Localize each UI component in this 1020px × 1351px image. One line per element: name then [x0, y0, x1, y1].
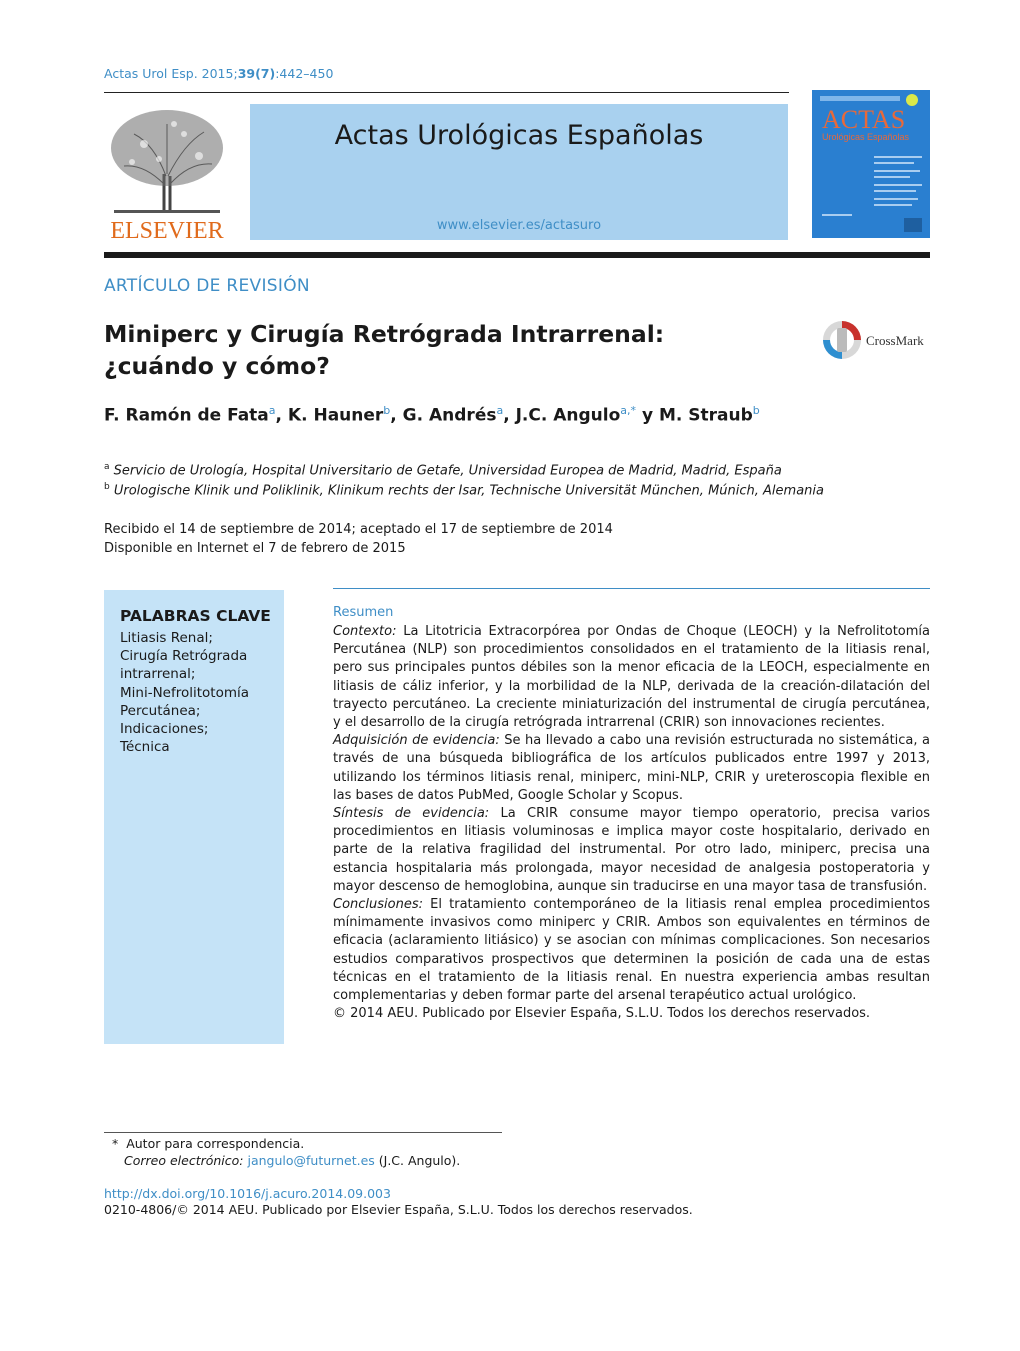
abstract-copyright: © 2014 AEU. Publicado por Elsevier España, S.L.U. Todos los derechos reservados. [333, 1006, 871, 1022]
crossmark-badge[interactable] [822, 318, 942, 364]
author-list: F. Ramón de Fata$^a$, K. Hauner$^b$, G. Andrés$^a$, J.C. Angulo$^{a,*}$ y M. Straub$^b$ [104, 404, 760, 426]
abstract-rule [333, 588, 930, 589]
corresponding-author-note: * Autor para correspondencia. [112, 1136, 305, 1151]
journal-cover-image [812, 90, 930, 238]
email-link[interactable]: jangulo@futurnet.es [247, 1153, 375, 1168]
abstract-heading: Resumen [333, 605, 394, 620]
keyword-line: Indicaciones; [120, 721, 209, 737]
affiliation-b: $^b$ Urologische Klinik und Poliklinik, Klinikum rechts der Isar, Technische Universität München, Múnich, Alemania [104, 482, 824, 499]
author-name: J.C. Angulo [515, 405, 621, 426]
author-name: G. Andrés [402, 405, 497, 426]
title-line-1: Miniperc y Cirugía Retrógrada Intrarrenal: [104, 320, 665, 348]
title-line-2: ¿cuándo y cómo? [104, 352, 330, 380]
footnote-rule [104, 1132, 502, 1133]
keyword-line: Técnica [120, 739, 170, 755]
author-name: F. Ramón de Fata [104, 405, 269, 426]
issn-copyright: 0210-4806/© 2014 AEU. Publicado por Elsevier España, S.L.U. Todos los derechos reservados. [104, 1202, 693, 1217]
header-rule [104, 92, 789, 93]
abstract-body [333, 623, 930, 1023]
keyword-line: Cirugía Retrógrada [120, 648, 248, 664]
article-title [104, 318, 744, 382]
keyword-line: intrarrenal; [120, 666, 196, 682]
received-date: Recibido el 14 de septiembre de 2014; aceptado el 17 de septiembre de 2014 [104, 522, 613, 537]
abstract-evidence-synthesis: Síntesis de evidencia: La CRIR consume mayor tiempo operatorio, precisa varios procedimientos en litiasis voluminosas e implica mayor coste hospitalario, derivado en parte de la relativa fragilidad del instrumental. Por otro lado, miniperc, precisa una estancia hospitalaria más prolongada, mayor necesidad de analgesia postoperatoria y mayor descenso de hemoglobina, aunque sin traducirse en una mayor tasa de transfusión. [333, 806, 930, 894]
svg-text:ACTAS: ACTAS [822, 105, 906, 134]
elsevier-logo [104, 104, 230, 240]
crossmark-label: CrossMark [866, 333, 924, 348]
svg-text:Urológicas Españolas: Urológicas Españolas [822, 132, 910, 142]
keyword-line: Percutánea; [120, 703, 201, 719]
journal-citation: Actas Urol Esp. 2015;39(7):442–450 [104, 66, 334, 81]
keywords-heading: PALABRAS CLAVE [120, 607, 271, 625]
abstract-context: Contexto: La Litotricia Extracorpórea por Ondas de Choque (LEOCH) y la Nefrolitotomía Percutánea (NLP) son procedimientos consolidados en el tratamiento de la litiasis renal, pero sus principales puntos débiles son la menor eficacia de la LEOCH, especialmente en litiasis de cáliz inferior, y la morbilidad de la NLP, derivada de la creación-dilatación del trayecto percutáneo. La creciente miniaturización del instrumental de cirugía percutánea, y el desarrollo de la cirugía retrógrada intrarrenal (CRIR) son innovaciones recientes. [333, 624, 930, 731]
keyword-line: Litiasis Renal; [120, 630, 213, 646]
journal-url-link[interactable]: www.elsevier.es/actasuro [436, 218, 602, 233]
abstract-conclusions: Conclusiones: El tratamiento contemporáneo de la litiasis renal emplea procedimientos mínimamente invasivos como miniperc y CRIR. Ambos son equivalentes en términos de eficacia (aclaramiento litiásico) y se asocian con mínimas complicaciones. Son necesarios estudios comparativos prospectivos que determinen la posición de cada una de estas técnicas en el tratamiento de la litiasis renal. En nuestra experiencia ambas resultan complementarias y deben formar parte del arsenal terapéutico actual urológico. [333, 897, 930, 1004]
svg-text:ELSEVIER: ELSEVIER [110, 218, 224, 240]
header-divider [104, 252, 930, 258]
email-note: Correo electrónico: jangulo@futurnet.es (J.C. Angulo). [124, 1153, 461, 1168]
journal-title: Actas Urológicas Españolas [334, 120, 704, 151]
affiliation-a: $^a$ Servicio de Urología, Hospital Universitario de Getafe, Universidad Europea de Madrid, Madrid, España [104, 462, 782, 479]
author-name: M. Straub [658, 405, 753, 426]
article-type-label: ARTÍCULO DE REVISIÓN [104, 276, 310, 296]
author-name: K. Hauner [287, 405, 384, 426]
online-date: Disponible en Internet el 7 de febrero de 2015 [104, 541, 406, 556]
keyword-line: Mini-Nefrolitotomía [120, 685, 250, 701]
abstract-evidence-acquisition: Adquisición de evidencia: Se ha llevado a cabo una revisión estructurada no sistemática, a través de una búsqueda bibliográfica de los artículos publicados entre 1997 y 2013, utilizando los términos litiasis renal, miniperc, mini-NLP, CRIR y ureteroscopia flexible en las bases de datos PubMed, Google Scholar y Scopus. [333, 733, 930, 803]
doi-link[interactable]: http://dx.doi.org/10.1016/j.acuro.2014.09.003 [104, 1186, 391, 1201]
